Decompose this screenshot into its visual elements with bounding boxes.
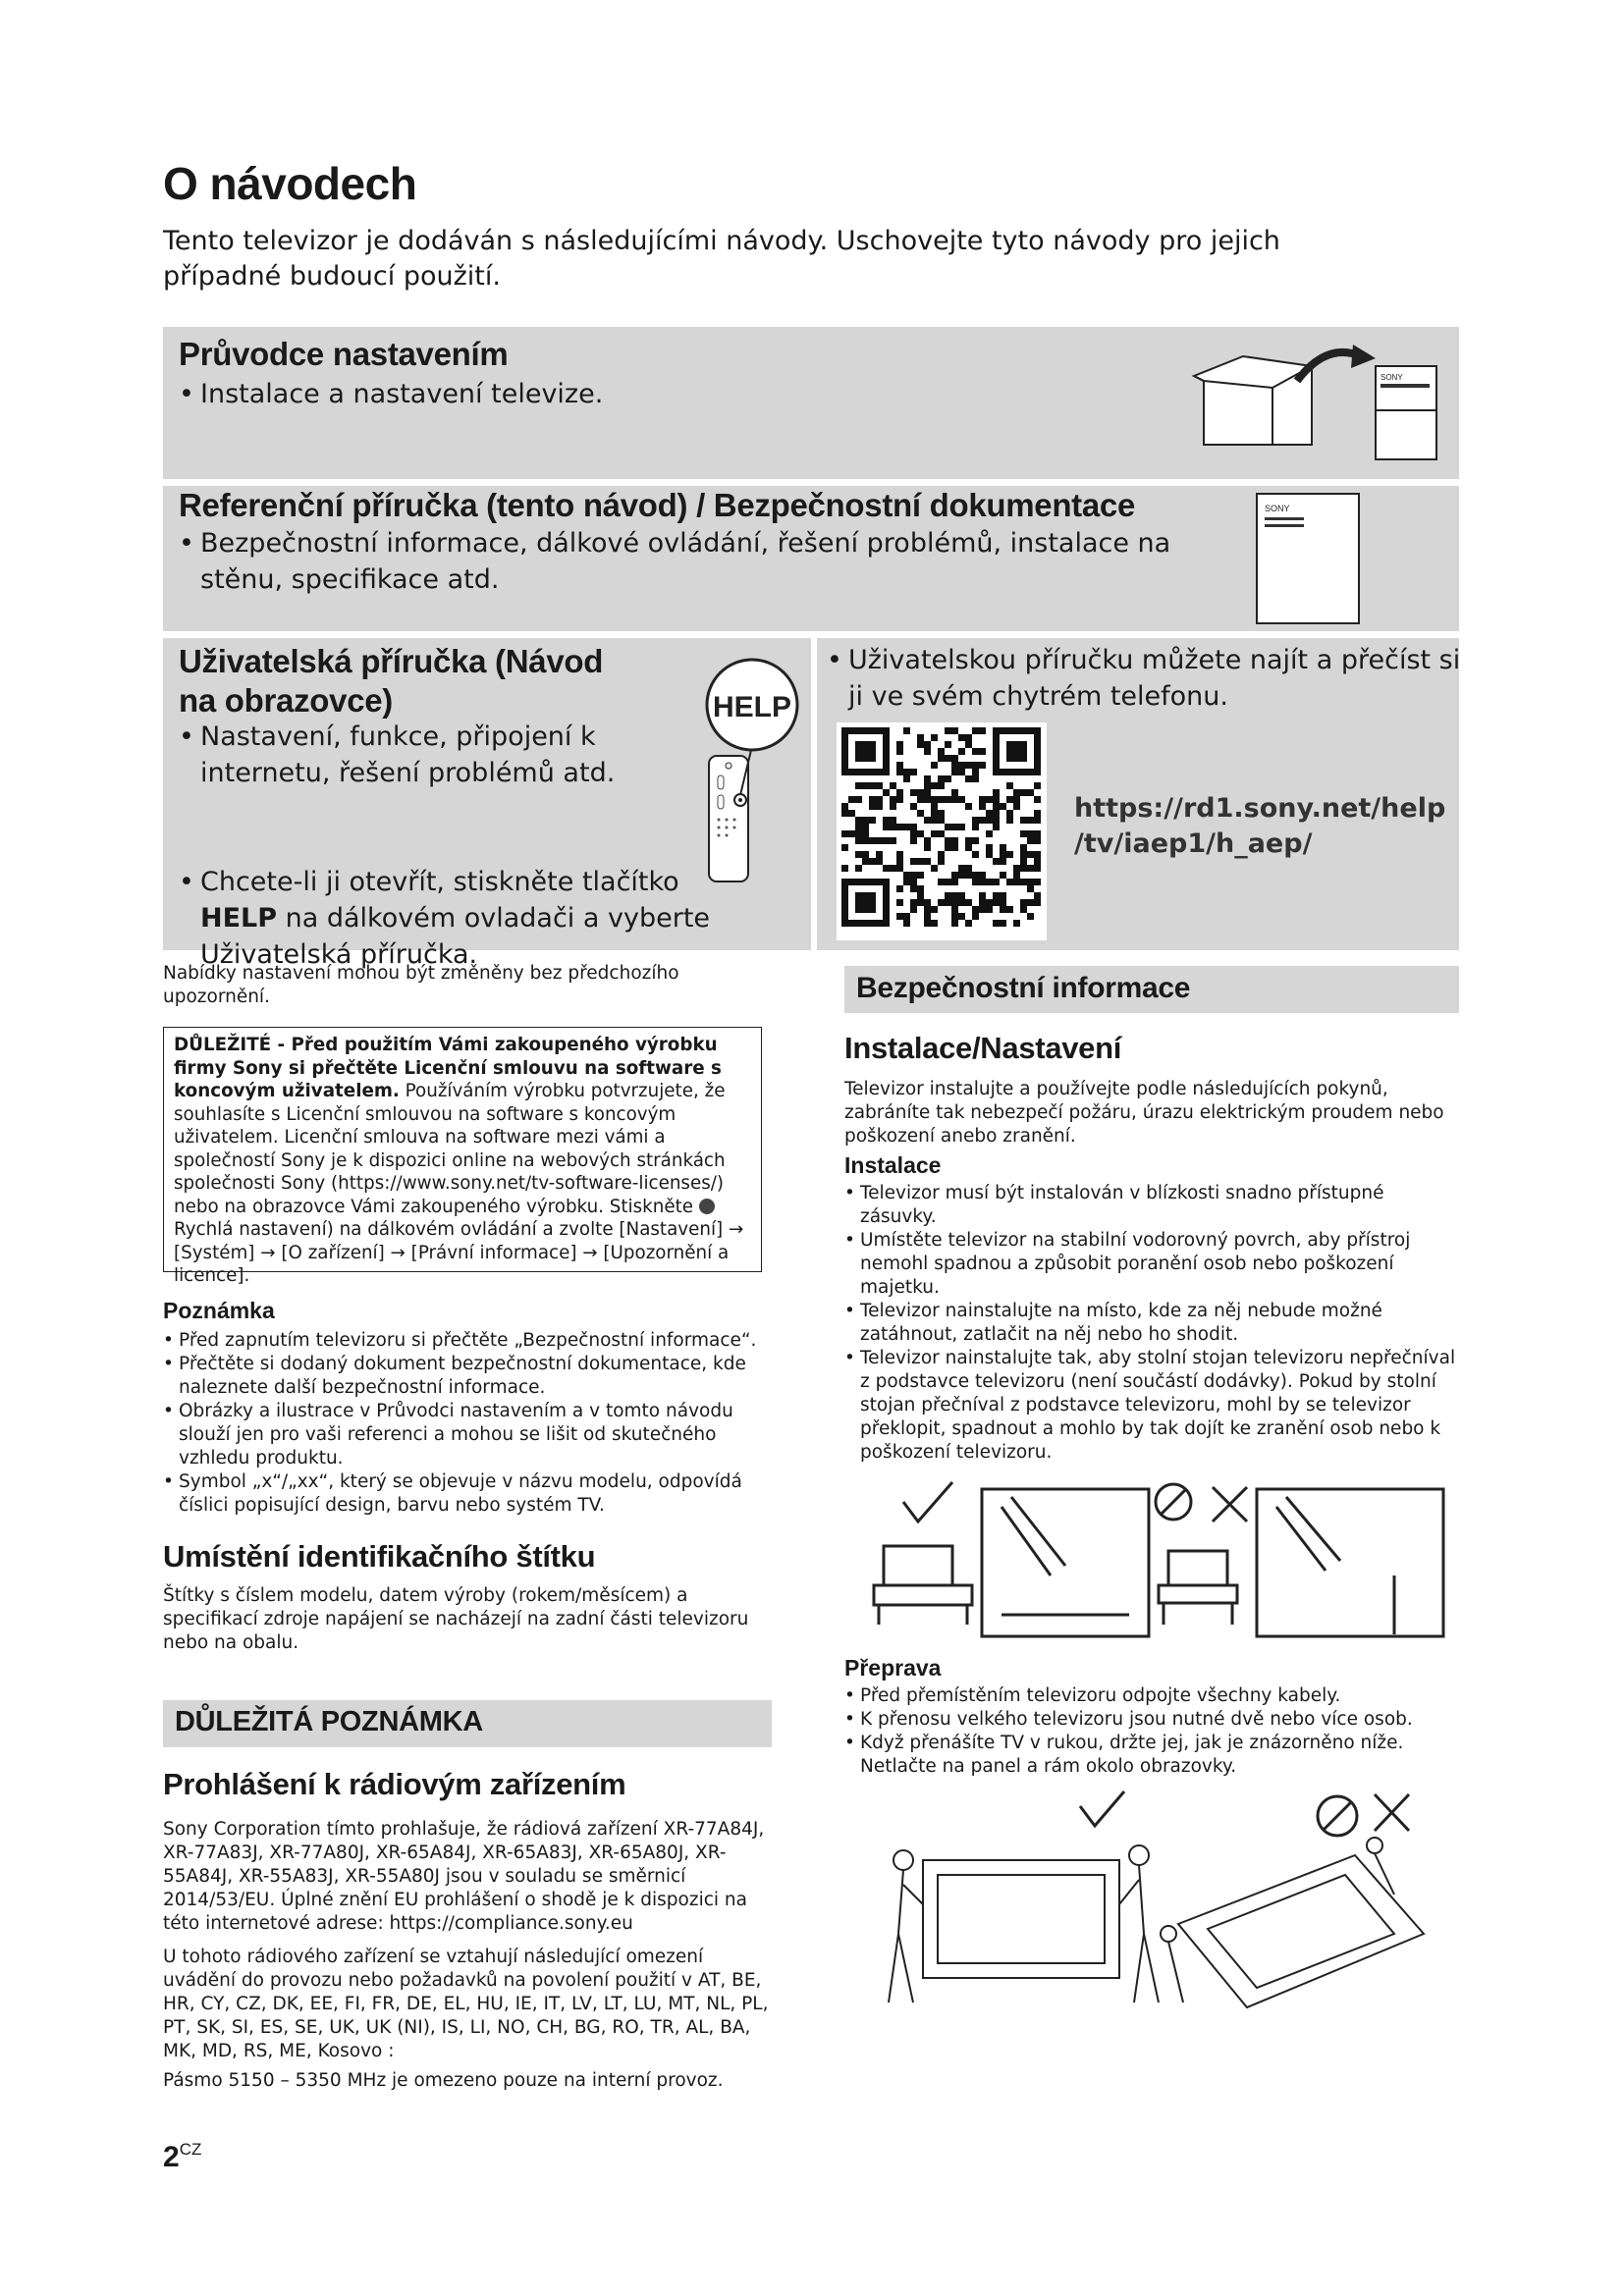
- important-note-bar: [163, 1700, 772, 1747]
- setup-guide-box: [163, 327, 1459, 479]
- important-note-heading: DŮLEŽITÁ POZNÁMKA: [175, 1706, 483, 1737]
- license-notice-text-a: Používáním výrobku potvrzujete, že souhlasíte s Licenční smlouvou na software s koncovým uživatelem. Licenční smlouva na software mezi vámi a společností Sony je k dispozici online na webových stránkách společnosti Sony (https://www.sony.net/tv-software-licenses/) nebo na obrazovce Vámi zakoupeného výrobku. Stiskněte: [174, 1081, 726, 1217]
- note-list: [163, 1329, 772, 1518]
- list-item: • Před přemístěním televizoru odpojte všechny kabely.: [844, 1684, 1459, 1708]
- list-item: • Symbol „x“/„xx“, který se objevuje v názvu modelu, odpovídá číslici popisující design, barvu nebo systém TV.: [163, 1470, 772, 1518]
- list-item: • Televizor nainstalujte tak, aby stolní stojan televizoru nepřečníval z podstavce televizoru (není součástí dodávky). Pokud by stolní stojan přečníval z podstavce televizoru, mohl by se televizor překlopit, spadnout a mohlo by tak dojít ke zranění osob nebo k poškození televizoru.: [844, 1347, 1459, 1465]
- license-notice-bold: DŮLEŽITÉ - Před použitím Vámi zakoupeného výrobku firmy Sony si přečtěte Licenční smlouvu na software s koncovým uživatelem.: [174, 1035, 722, 1101]
- instalace-list: [844, 1182, 1459, 1465]
- reference-manual-title: Referenční příručka (tento návod) / Bezpečnostní dokumentace: [179, 487, 1136, 523]
- user-guide-bullet-1: • Nastavení, funkce, připojení k internetu, řešení problémů atd.: [179, 719, 623, 791]
- user-guide-title: Uživatelská příručka (Návod na obrazovce): [179, 643, 604, 719]
- license-notice-box: [163, 1027, 762, 1286]
- radio-declaration-title: Prohlášení k rádiovým zařízením: [163, 1767, 626, 1801]
- page-intro: Tento televizor je dodáván s následujícími návody. Uschovejte tyto návody pro jejich případné budoucí použití.: [163, 226, 1280, 292]
- label-location-text: Štítky s číslem modelu, datem výroby (rokem/měsícem) a specifikací zdroje napájení se nacházejí na zadní části televizoru nebo na obalu.: [163, 1585, 749, 1653]
- safety-info-bar: [844, 966, 1459, 1013]
- user-guide-bullet-2: • Chcete-li ji otevřít, stiskněte tlačítko HELP na dálkovém ovladači a vyberte Uživatelská příručka.: [179, 864, 731, 973]
- user-guide-box: [163, 638, 811, 970]
- quick-settings-icon: [699, 1199, 715, 1214]
- box-to-guide-icon: [1184, 337, 1449, 469]
- list-item: • Před zapnutím televizoru si přečtěte „Bezpečnostní informace“.: [163, 1329, 772, 1353]
- install-setup-text: Televizor instalujte a používejte podle následujících pokynů, zabráníte tak nebezpečí požáru, úrazu elektrickým proudem nebo poškození anebo zranění.: [844, 1079, 1444, 1147]
- safety-info-heading: Bezpečnostní informace: [856, 972, 1191, 1004]
- help-url[interactable]: https://rd1.sony.net/help /tv/iaep1/h_aep/: [1074, 793, 1446, 859]
- radio-declaration-p3: Pásmo 5150 – 5350 MHz je omezeno pouze na interní provoz.: [163, 2070, 724, 2091]
- smartphone-guide-box: [817, 638, 1459, 950]
- menu-change-note: Nabídky nastavení mohou být změněny bez předchozího upozornění.: [163, 963, 679, 1007]
- document-icon: [1255, 492, 1361, 625]
- list-item: • Televizor musí být instalován v blízkosti snadno přístupné zásuvky.: [844, 1182, 1459, 1229]
- page-title: O návodech: [163, 158, 417, 209]
- radio-declaration-p2: U tohoto rádiového zařízení se vztahují následující omezení uvádění do provozu nebo požadavků na povolení použití v AT, BE, HR, CY, CZ, DK, EE, FI, FR, DE, EL, HU, IE, IT, LV, LT, LU, MT, NL, PL, PT, SK, SI, ES, SE, UK, UK (NI), IS, LI, NO, CH, BG, RO, TR, AL, BA, MK, MD, RS, ME, Kosovo :: [163, 1947, 769, 2061]
- setup-guide-title: Průvodce nastavením: [179, 336, 509, 372]
- license-notice-text-b: Rychlá nastavení) na dálkovém ovládání a zvolte [Nastavení] → [Systém] → [O zařízení] → [Právní informace] → [Upozornění a licence].: [174, 1219, 744, 1286]
- qr-code: [837, 722, 1047, 940]
- list-item: • K přenosu velkého televizoru jsou nutné dvě nebo více osob.: [844, 1708, 1459, 1732]
- preprava-list: [844, 1684, 1459, 1779]
- help-button-label: HELP: [712, 691, 792, 723]
- tv-stand-illustration: [864, 1477, 1453, 1654]
- radio-declaration-p1: Sony Corporation tímto prohlašuje, že rádiová zařízení XR-77A84J, XR-77A83J, XR-77A80J, XR-65A84J, XR-65A83J, XR-65A80J, XR-55A84J, XR-55A83J, XR-55A80J jsou v souladu se směrnicí 2014/53/EU. Úplné znění EU prohlášení o shodě je k dispozici na této internetové adrese: https://compliance.sony.eu: [163, 1819, 765, 1934]
- sony-logo: SONY: [1265, 504, 1290, 513]
- list-item: • Když přenášíte TV v rukou, držte jej, jak je znázorněno níže. Netlačte na panel a rám okolo obrazovky.: [844, 1732, 1459, 1779]
- page-number: 2CZ: [163, 2140, 202, 2173]
- note-title: Poznámka: [163, 1298, 275, 1323]
- instalace-title: Instalace: [844, 1152, 942, 1178]
- remote-control-help-icon: [693, 648, 801, 883]
- smartphone-guide-bullet: • Uživatelskou příručku můžete najít a přečíst si ji ve svém chytrém telefonu.: [827, 642, 1467, 715]
- reference-manual-box: [163, 486, 1459, 631]
- reference-manual-bullet: • Bezpečnostní informace, dálkové ovládání, řešení problémů, instalace na stěnu, specifikace atd.: [179, 525, 1221, 598]
- list-item: • Přečtěte si dodaný dokument bezpečnostní dokumentace, kde naleznete další bezpečnostní informace.: [163, 1353, 772, 1400]
- tv-carry-illustration: [884, 1787, 1434, 2022]
- list-item: • Umístěte televizor na stabilní vodorovný povrch, aby přístroj nemohl spadnou a způsobit poranění osob nebo poškození majetku.: [844, 1229, 1459, 1300]
- list-item: • Obrázky a ilustrace v Průvodci nastavením a v tomto návodu slouží jen pro vaši referenci a mohou se lišit od skutečného vzhledu produktu.: [163, 1400, 772, 1470]
- label-location-title: Umístění identifikačního štítku: [163, 1539, 596, 1574]
- preprava-title: Přeprava: [844, 1655, 942, 1681]
- list-item: • Televizor nainstalujte na místo, kde za něj nebude možné zatáhnout, zatlačit na něj nebo ho shodit.: [844, 1300, 1459, 1347]
- sony-logo: SONY: [1380, 373, 1403, 382]
- setup-guide-bullet: • Instalace a nastavení televize.: [179, 376, 1475, 412]
- install-setup-title: Instalace/Nastavení: [844, 1031, 1122, 1065]
